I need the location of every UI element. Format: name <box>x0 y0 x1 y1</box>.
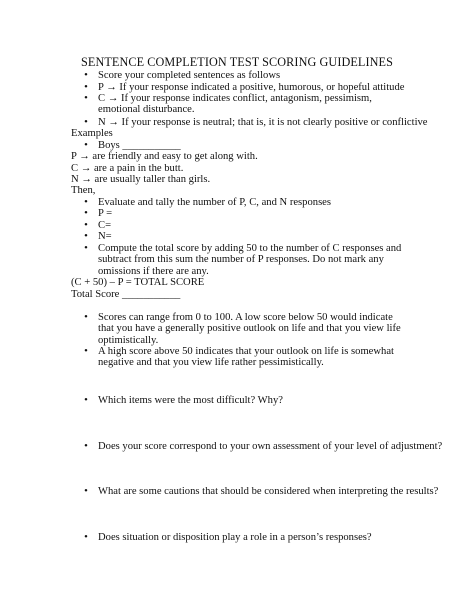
bullet-marker: • <box>84 312 88 323</box>
bullet-marker: • <box>84 395 88 406</box>
bullet-marker: • <box>84 93 88 104</box>
examples-heading: Examples <box>71 128 113 139</box>
list-item: Compute the total score by adding 50 to the number of C responses and subtract from this sum the number of P responses. Do not mark any omissions if there are any. <box>98 243 402 277</box>
tally-p: P = <box>98 208 113 219</box>
example-item: Boys ___________ <box>98 140 181 151</box>
tally-n: N= <box>98 231 112 242</box>
example-line: C → are a pain in the butt. <box>71 163 184 174</box>
list-item: Score your completed sentences as follows <box>98 70 281 81</box>
total-score-line: Total Score ___________ <box>71 289 181 300</box>
list-item: Evaluate and tally the number of P, C, and N responses <box>98 197 332 208</box>
list-item: N → If your response is neutral; that is, it is not clearly positive or conflictive <box>98 117 428 128</box>
bullet-marker: • <box>84 220 88 231</box>
list-item: Scores can range from 0 to 100. A low score below 50 would indicate that you have a generally positive outlook on life and that you view life optimistically. <box>98 312 401 346</box>
then-heading: Then, <box>71 185 96 196</box>
bullet-marker: • <box>84 117 88 128</box>
bullet-marker: • <box>84 532 88 543</box>
list-item: P → If your response indicated a positive, humorous, or hopeful attitude <box>98 82 405 93</box>
bullet-marker: • <box>84 441 88 452</box>
bullet-marker: • <box>84 197 88 208</box>
bullet-marker: • <box>84 70 88 81</box>
score-formula: (C + 50) – P = TOTAL SCORE <box>71 277 205 288</box>
question-item: Which items were the most difficult? Why? <box>98 395 283 406</box>
bullet-marker: • <box>84 140 88 151</box>
example-line: N → are usually taller than girls. <box>71 174 211 185</box>
question-item: Does your score correspond to your own assessment of your level of adjustment? <box>98 441 443 452</box>
bullet-marker: • <box>84 243 88 254</box>
bullet-marker: • <box>84 208 88 219</box>
list-item: C → If your response indicates conflict, antagonism, pessimism, emotional disturbance. <box>98 93 372 116</box>
tally-c: C= <box>98 220 112 231</box>
bullet-marker: • <box>84 486 88 497</box>
list-item: A high score above 50 indicates that your outlook on life is somewhat negative and that you view life rather pessimistically. <box>98 346 394 369</box>
bullet-marker: • <box>84 82 88 93</box>
bullet-marker: • <box>84 231 88 242</box>
bullet-marker: • <box>84 346 88 357</box>
question-item: What are some cautions that should be considered when interpreting the results? <box>98 486 439 497</box>
page-title: SENTENCE COMPLETION TEST SCORING GUIDELINES <box>81 55 393 69</box>
example-line: P → are friendly and easy to get along with. <box>71 151 258 162</box>
question-item: Does situation or disposition play a role in a person’s responses? <box>98 532 372 543</box>
